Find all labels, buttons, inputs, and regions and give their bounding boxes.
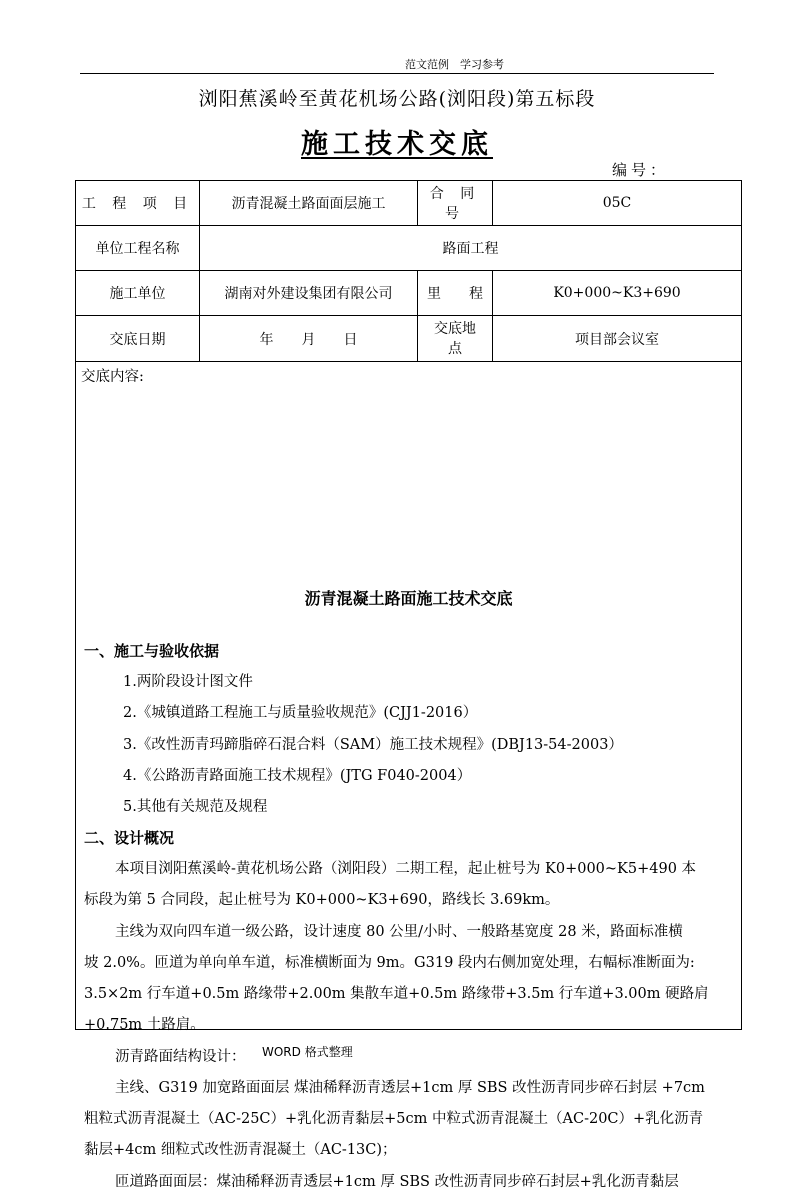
unit-label: 单位工程名称 (76, 226, 200, 271)
paragraph-line: 坡 2.0%。匝道为单向单车道，标准横断面为 9m。G319 段内右侧加宽处理，右幅标准断面为: (84, 955, 695, 971)
place-label-line2: 点 (448, 340, 462, 357)
mileage-label: 里 程 (418, 271, 493, 316)
place-value: 项目部会议室 (493, 316, 742, 362)
contract-label: 合 同 号 (418, 181, 493, 226)
header-note: 范文范例 学习参考 (405, 58, 504, 71)
contract-value: 05C (493, 181, 742, 226)
paragraph-line: 主线、G319 加宽路面面层 煤油稀释沥青透层+1cm 厚 SBS 改性沥青同步碎石封层 +7cm (115, 1080, 705, 1096)
section-1-title: 一、施工与验收依据 (84, 642, 220, 660)
number-label: 编号： (612, 161, 670, 179)
project-value: 沥青混凝土路面面层施工 (200, 181, 418, 226)
date-value: 年 月 日 (200, 316, 418, 362)
document-title: 浏阳蕉溪岭至黄花机场公路(浏阳段)第五标段 (198, 88, 596, 110)
paragraph-line: 3.5×2m 行车道+0.5m 路缘带+2.00m 集散车道+0.5m 路缘带+3.5m 行车道+3.00m 硬路肩 (84, 986, 709, 1002)
table-row (76, 271, 742, 316)
unit-value: 路面工程 (200, 226, 742, 271)
list-item: 1.两阶段设计图文件 (123, 674, 253, 690)
paragraph-line: 粗粒式沥青混凝土（AC-25C）+乳化沥青黏层+5cm 中粒式沥青混凝土（AC-20C）+乳化沥青 (84, 1111, 704, 1127)
builder-value: 湖南对外建设集团有限公司 (200, 271, 418, 316)
header-rule (80, 73, 714, 74)
paragraph-line: 匝道路面面层：煤油稀释沥青透层+1cm 厚 SBS 改性沥青同步碎石封层+乳化沥青黏层 (115, 1174, 679, 1190)
content-row (76, 362, 742, 1030)
content-subtitle: 沥青混凝土路面施工技术交底 (304, 589, 513, 608)
list-item: 2.《城镇道路工程施工与质量验收规范》(CJJ1-2016） (123, 705, 478, 721)
section-2-title: 二、设计概况 (84, 829, 175, 847)
table-row (76, 181, 742, 226)
footer-note: WORD 格式整理 (262, 1045, 353, 1059)
place-label (418, 316, 493, 362)
project-label: 工 程 项 目 (76, 181, 200, 226)
document-heading (0, 122, 794, 161)
table-row (76, 316, 742, 362)
mileage-value: K0+000~K3+690 (493, 271, 742, 316)
paragraph-line: 本项目浏阳蕉溪岭-黄花机场公路（浏阳段）二期工程，起止桩号为 K0+000~K5+490 本 (115, 861, 697, 877)
content-label: 交底内容: (81, 369, 144, 385)
paragraph-line: +0.75m 土路肩。 (84, 1017, 205, 1033)
paragraph-line: 沥青路面结构设计： (115, 1049, 246, 1065)
place-label-line1: 交底地 (434, 320, 476, 337)
paragraph-line: 主线为双向四车道一级公路，设计速度 80 公里/小时、一般路基宽度 28 米，路面标准横 (115, 924, 683, 940)
document-heading-text: 施工技术交底 (301, 129, 493, 160)
paragraph-line: 标段为第 5 合同段，起止桩号为 K0+000~K3+690，路线长 3.69km。 (84, 892, 560, 908)
date-label: 交底日期 (76, 316, 200, 362)
list-item: 5.其他有关规范及规程 (123, 799, 268, 815)
table-row (76, 226, 742, 271)
paragraph-line: 黏层+4cm 细粒式改性沥青混凝土（AC-13C)； (84, 1142, 397, 1158)
builder-label: 施工单位 (76, 271, 200, 316)
list-item: 3.《改性沥青玛蹄脂碎石混合料（SAM）施工技术规程》(DBJ13-54-2003） (123, 737, 623, 753)
list-item: 4.《公路沥青路面施工技术规程》(JTG F040-2004） (123, 768, 472, 784)
